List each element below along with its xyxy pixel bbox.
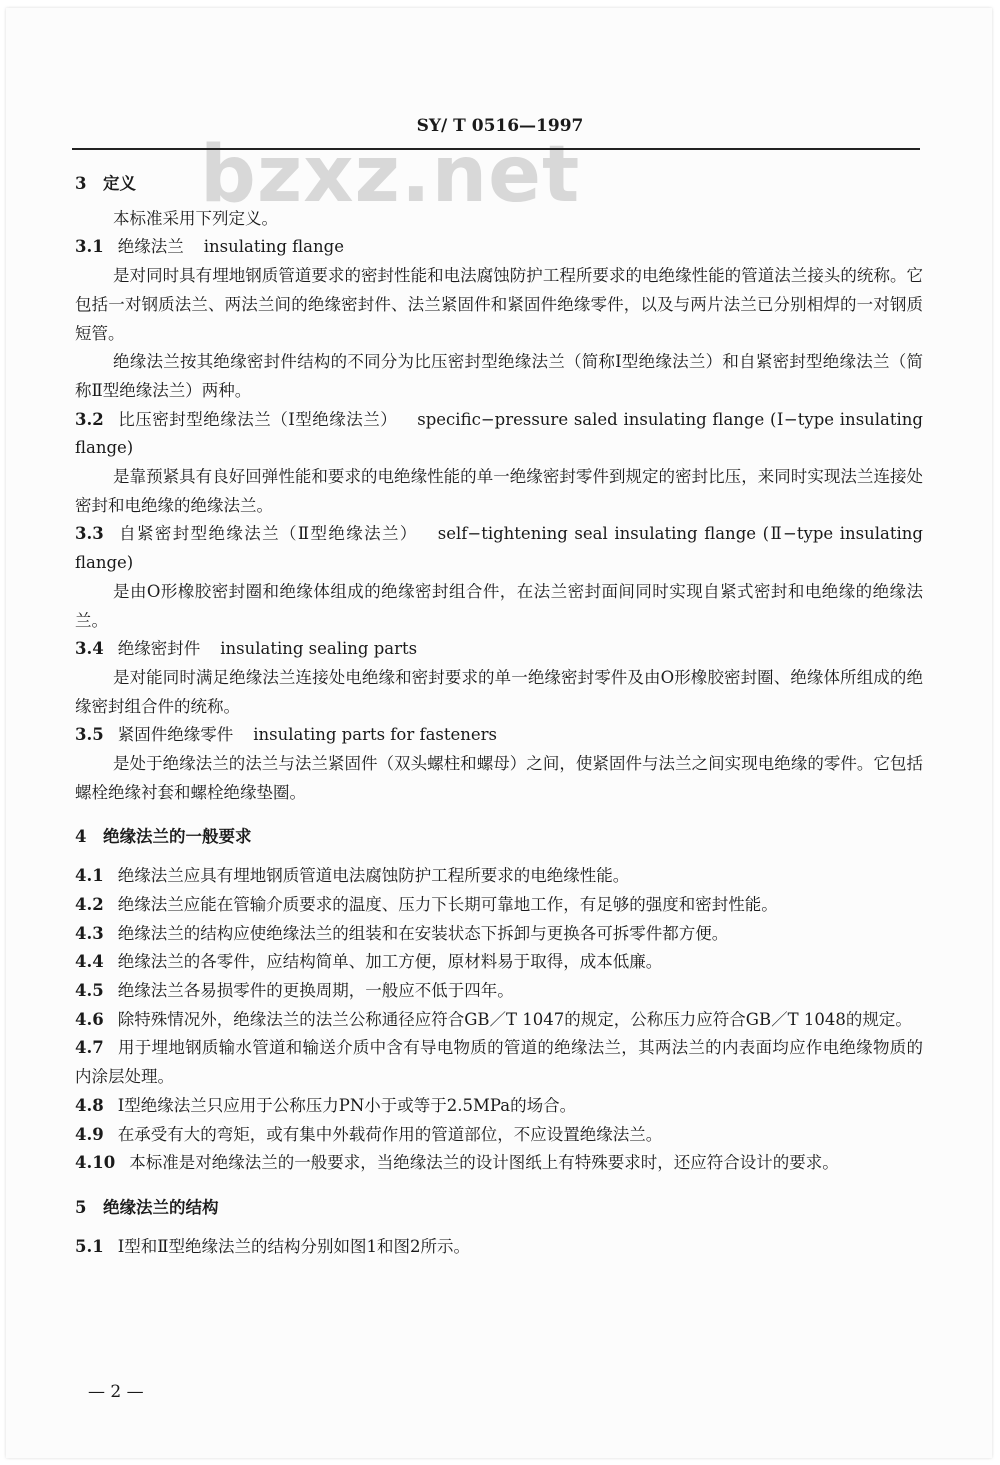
clause-4-9: 4.9 在承受有大的弯矩，或有集中外载荷作用的管道部位，不应设置绝缘法兰。: [75, 1124, 663, 1144]
clause-4-8: 4.8 Ⅰ型绝缘法兰只应用于公称压力PN小于或等于2.5MPa的场合。: [75, 1095, 577, 1115]
watermark: bzxz.net: [200, 130, 581, 220]
page-number: — 2 —: [88, 1382, 144, 1402]
clause-3-5-text: 是处于绝缘法兰的法兰与法兰紧固件（双头螺柱和螺母）之间，使紧固件与法兰之间实现电绝缘的零件。它包括螺栓绝缘衬套和螺栓绝缘垫圈。: [75, 754, 923, 802]
clause-3-1-text-2: 绝缘法兰按其绝缘密封件结构的不同分为比压密封型绝缘法兰（简称Ⅰ型绝缘法兰）和自紧密封型绝缘法兰（简称Ⅱ型绝缘法兰）两种。: [75, 352, 923, 400]
clause-4-4: 4.4 绝缘法兰的各零件，应结构简单、加工方便，原材料易于取得，成本低廉。: [75, 952, 663, 972]
clause-3-1-heading: 3.1 绝缘法兰 insulating flange: [75, 237, 344, 257]
clause-3-5-heading: 3.5 紧固件绝缘零件 insulating parts for fasteners: [75, 725, 498, 745]
header-rule: [72, 148, 920, 150]
document-body: [75, 168, 923, 1261]
clause-3-3-heading: 3.3 自紧密封型绝缘法兰（Ⅱ型绝缘法兰） self−tightening seal insulating flange (Ⅱ−type insulating flange): [75, 524, 923, 573]
clause-3-4-heading: 3.4 绝缘密封件 insulating sealing parts: [75, 639, 418, 659]
clause-4-5: 4.5 绝缘法兰各易损零件的更换周期，一般应不低于四年。: [75, 980, 514, 1000]
clause-3-3-text: 是由O形橡胶密封圈和绝缘体组成的绝缘密封组合件，在法兰密封面间同时实现自紧式密封和电绝缘的绝缘法兰。: [75, 581, 923, 630]
clause-4-10: 4.10 本标准是对绝缘法兰的一般要求，当绝缘法兰的设计图纸上有特殊要求时，还应符合设计的要求。: [75, 1153, 839, 1173]
clause-3-2-text: 是靠预紧具有良好回弹性能和要求的电绝缘性能的单一绝缘密封零件到规定的密封比压，来同时实现法兰连接处密封和电绝缘的绝缘法兰。: [75, 467, 923, 515]
clause-4-2: 4.2 绝缘法兰应能在管输介质要求的温度、压力下长期可靠地工作，有足够的强度和密封性能。: [75, 894, 778, 914]
section-4-title: 4 绝缘法兰的一般要求: [75, 827, 252, 847]
clause-4-6: 4.6 除特殊情况外，绝缘法兰的法兰公称通径应符合GB／T 1047的规定，公称压力应符合GB／T 1048的规定。: [75, 1009, 912, 1029]
clause-4-1: 4.1 绝缘法兰应具有埋地钢质管道电法腐蚀防护工程所要求的电绝缘性能。: [75, 866, 630, 886]
clause-3-2-heading: 3.2 比压密封型绝缘法兰（Ⅰ型绝缘法兰） specific−pressure saled insulating flange (Ⅰ−type insulating flange): [75, 409, 923, 458]
clause-4-3: 4.3 绝缘法兰的结构应使绝缘法兰的组装和在安装状态下拆卸与更换各可拆零件都方便。: [75, 923, 729, 943]
clause-3-4-text: 是对能同时满足绝缘法兰连接处电绝缘和密封要求的单一绝缘密封零件及由O形橡胶密封圈、绝缘体所组成的绝缘密封组合件的统称。: [75, 667, 923, 716]
section-3-title: 3 定义: [75, 174, 136, 193]
section-3-intro: 本标准采用下列定义。: [113, 208, 278, 228]
clause-4-7: 4.7 用于埋地钢质输水管道和输送介质中含有导电物质的管道的绝缘法兰，其两法兰的内表面均应作电绝缘物质的内涂层处理。: [75, 1038, 923, 1087]
page-header: SY/ T 0516—1997: [416, 116, 584, 136]
clause-5-1: 5.1 Ⅰ型和Ⅱ型绝缘法兰的结构分别如图1和图2所示。: [75, 1236, 470, 1256]
section-5-title: 5 绝缘法兰的结构: [75, 1197, 219, 1217]
clause-3-1-text: 是对同时具有埋地钢质管道要求的密封性能和电法腐蚀防护工程所要求的电绝缘性能的管道法兰接头的统称。它包括一对钢质法兰、两法兰间的绝缘密封件、法兰紧固件和紧固件绝缘零件，以及与两片法兰已分别相焊的一对钢质短管。: [75, 266, 923, 343]
